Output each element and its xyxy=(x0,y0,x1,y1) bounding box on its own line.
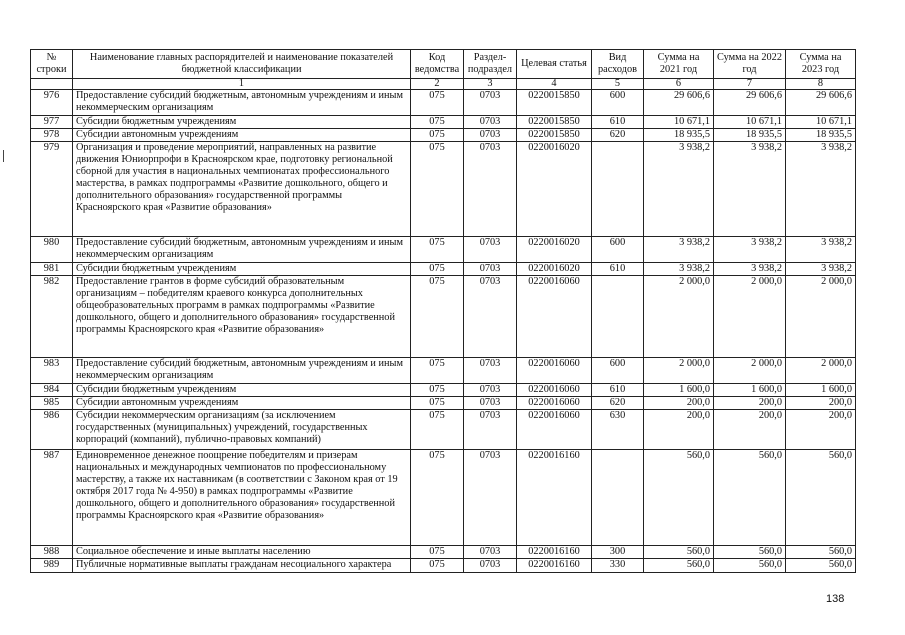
row-target-article: 0220016060 xyxy=(517,358,592,384)
row-expense-type: 600 xyxy=(592,237,644,263)
colnum-7: 7 xyxy=(714,79,786,90)
row-number: 986 xyxy=(31,410,73,450)
row-target-article: 0220016060 xyxy=(517,276,592,358)
table-row xyxy=(31,358,856,384)
colnum-0 xyxy=(31,79,73,90)
row-sum-2023: 560,0 xyxy=(786,450,856,546)
margin-mark xyxy=(3,150,4,162)
row-name: Субсидии бюджетным учреждениям xyxy=(73,384,411,397)
row-target-article: 0220016160 xyxy=(517,450,592,546)
row-section: 0703 xyxy=(464,142,517,237)
row-number: 976 xyxy=(31,90,73,116)
header-row xyxy=(31,50,856,79)
row-sum-2022: 200,0 xyxy=(714,397,786,410)
row-sum-2022: 3 938,2 xyxy=(714,142,786,237)
row-sum-2023: 200,0 xyxy=(786,397,856,410)
row-number: 984 xyxy=(31,384,73,397)
table-row xyxy=(31,410,856,450)
row-expense-type: 610 xyxy=(592,263,644,276)
row-sum-2022: 18 935,5 xyxy=(714,129,786,142)
row-expense-type: 600 xyxy=(592,90,644,116)
header-target-article: Целевая статья xyxy=(517,50,592,79)
row-dept-code: 075 xyxy=(411,142,464,237)
table-row xyxy=(31,263,856,276)
row-section: 0703 xyxy=(464,129,517,142)
row-name: Предоставление грантов в форме субсидий образовательным организациям – победителям краевого конкурса дополнительных общеобразовательных программ в рамках подпрограммы «Развитие дошкольного, общего и дополнительного образования» государственной программы Красноярского края «Развитие образования» xyxy=(73,276,411,358)
row-name: Публичные нормативные выплаты гражданам несоциального характера xyxy=(73,559,411,573)
row-sum-2023: 29 606,6 xyxy=(786,90,856,116)
row-sum-2021: 3 938,2 xyxy=(644,142,714,237)
row-dept-code: 075 xyxy=(411,237,464,263)
row-number: 977 xyxy=(31,116,73,129)
row-expense-type: 620 xyxy=(592,129,644,142)
table-row xyxy=(31,397,856,410)
header-no: № строки xyxy=(31,50,73,79)
row-expense-type xyxy=(592,276,644,358)
row-target-article: 0220016160 xyxy=(517,546,592,559)
row-sum-2021: 560,0 xyxy=(644,546,714,559)
table-row xyxy=(31,237,856,263)
row-number: 983 xyxy=(31,358,73,384)
colnum-6: 6 xyxy=(644,79,714,90)
row-name: Организация и проведение мероприятий, направленных на развитие движения Юниорпрофи в Красноярском крае, подготовку региональной сборной для участия в национальных чемпионатах профессионального мастерства, в рамках подпрограммы «Развитие дошкольного, общего и дополнительного образования» государственной программы Красноярского края «Развитие образования» xyxy=(73,142,411,237)
row-section: 0703 xyxy=(464,397,517,410)
row-section: 0703 xyxy=(464,384,517,397)
row-name: Субсидии бюджетным учреждениям xyxy=(73,263,411,276)
header-section: Раздел-подраздел xyxy=(464,50,517,79)
row-sum-2023: 3 938,2 xyxy=(786,142,856,237)
row-sum-2021: 200,0 xyxy=(644,397,714,410)
row-sum-2023: 3 938,2 xyxy=(786,237,856,263)
row-dept-code: 075 xyxy=(411,358,464,384)
row-section: 0703 xyxy=(464,237,517,263)
row-sum-2022: 2 000,0 xyxy=(714,358,786,384)
row-section: 0703 xyxy=(464,90,517,116)
row-sum-2022: 560,0 xyxy=(714,546,786,559)
row-sum-2022: 200,0 xyxy=(714,410,786,450)
row-sum-2023: 10 671,1 xyxy=(786,116,856,129)
row-dept-code: 075 xyxy=(411,116,464,129)
budget-table xyxy=(30,49,856,573)
column-number-row xyxy=(31,79,856,90)
row-name: Предоставление субсидий бюджетным, автономным учреждениям и иным некоммерческим организациям xyxy=(73,237,411,263)
row-dept-code: 075 xyxy=(411,450,464,546)
row-dept-code: 075 xyxy=(411,129,464,142)
row-sum-2023: 200,0 xyxy=(786,410,856,450)
row-target-article: 0220016060 xyxy=(517,384,592,397)
row-sum-2022: 560,0 xyxy=(714,450,786,546)
row-dept-code: 075 xyxy=(411,397,464,410)
row-section: 0703 xyxy=(464,450,517,546)
row-section: 0703 xyxy=(464,276,517,358)
row-dept-code: 075 xyxy=(411,410,464,450)
row-sum-2023: 2 000,0 xyxy=(786,358,856,384)
row-name: Социальное обеспечение и иные выплаты населению xyxy=(73,546,411,559)
row-number: 985 xyxy=(31,397,73,410)
row-dept-code: 075 xyxy=(411,546,464,559)
row-section: 0703 xyxy=(464,116,517,129)
page-number: 138 xyxy=(826,593,845,605)
row-expense-type: 300 xyxy=(592,546,644,559)
table-row xyxy=(31,384,856,397)
row-section: 0703 xyxy=(464,559,517,573)
row-sum-2021: 3 938,2 xyxy=(644,237,714,263)
row-sum-2021: 2 000,0 xyxy=(644,358,714,384)
row-number: 980 xyxy=(31,237,73,263)
row-dept-code: 075 xyxy=(411,276,464,358)
header-expense-type: Вид расходов xyxy=(592,50,644,79)
table-row xyxy=(31,276,856,358)
row-number: 981 xyxy=(31,263,73,276)
table-row xyxy=(31,546,856,559)
row-sum-2023: 3 938,2 xyxy=(786,263,856,276)
row-sum-2022: 1 600,0 xyxy=(714,384,786,397)
row-sum-2021: 18 935,5 xyxy=(644,129,714,142)
header-sum-2021: Сумма на 2021 год xyxy=(644,50,714,79)
row-target-article: 0220016160 xyxy=(517,559,592,573)
row-name: Субсидии некоммерческим организациям (за исключением государственных (муниципальных) учреждений, государственных корпораций (компаний), публично-правовых компаний) xyxy=(73,410,411,450)
table-body xyxy=(31,90,856,573)
row-sum-2021: 1 600,0 xyxy=(644,384,714,397)
row-section: 0703 xyxy=(464,358,517,384)
row-number: 988 xyxy=(31,546,73,559)
row-sum-2022: 560,0 xyxy=(714,559,786,573)
row-expense-type: 600 xyxy=(592,358,644,384)
table-row xyxy=(31,450,856,546)
row-number: 982 xyxy=(31,276,73,358)
row-sum-2022: 10 671,1 xyxy=(714,116,786,129)
table-row xyxy=(31,559,856,573)
header-sum-2023: Сумма на 2023 год xyxy=(786,50,856,79)
row-target-article: 0220015850 xyxy=(517,90,592,116)
row-name: Субсидии автономным учреждениям xyxy=(73,129,411,142)
row-dept-code: 075 xyxy=(411,384,464,397)
table-row xyxy=(31,142,856,237)
row-target-article: 0220016060 xyxy=(517,410,592,450)
row-target-article: 0220016020 xyxy=(517,237,592,263)
row-sum-2022: 3 938,2 xyxy=(714,237,786,263)
header-name: Наименование главных распорядителей и наименование показателей бюджетной классификации xyxy=(73,50,411,79)
row-name: Субсидии автономным учреждениям xyxy=(73,397,411,410)
row-section: 0703 xyxy=(464,546,517,559)
row-dept-code: 075 xyxy=(411,90,464,116)
row-sum-2022: 29 606,6 xyxy=(714,90,786,116)
row-name: Предоставление субсидий бюджетным, автономным учреждениям и иным некоммерческим организациям xyxy=(73,90,411,116)
row-name: Предоставление субсидий бюджетным, автономным учреждениям и иным некоммерческим организациям xyxy=(73,358,411,384)
row-name: Субсидии бюджетным учреждениям xyxy=(73,116,411,129)
row-section: 0703 xyxy=(464,263,517,276)
row-target-article: 0220016020 xyxy=(517,263,592,276)
row-expense-type: 610 xyxy=(592,116,644,129)
row-target-article: 0220016020 xyxy=(517,142,592,237)
row-dept-code: 075 xyxy=(411,263,464,276)
row-sum-2023: 560,0 xyxy=(786,559,856,573)
table-row xyxy=(31,90,856,116)
row-target-article: 0220016060 xyxy=(517,397,592,410)
row-sum-2021: 29 606,6 xyxy=(644,90,714,116)
row-sum-2023: 1 600,0 xyxy=(786,384,856,397)
table-row xyxy=(31,129,856,142)
row-expense-type: 620 xyxy=(592,397,644,410)
row-name: Единовременное денежное поощрение победителям и призерам национальных и международных чемпионатов по профессиональному мастерству, а также их наставникам (в соответствии с Законом края от 19 октября 2017 года № 4-950) в рамках подпрограммы «Развитие дошкольного, общего и дополнительного образования» государственной программы Красноярского края «Развитие образования» xyxy=(73,450,411,546)
colnum-3: 3 xyxy=(464,79,517,90)
colnum-2: 2 xyxy=(411,79,464,90)
row-sum-2023: 2 000,0 xyxy=(786,276,856,358)
row-expense-type: 610 xyxy=(592,384,644,397)
header-dept-code: Код ведомства xyxy=(411,50,464,79)
row-expense-type xyxy=(592,450,644,546)
colnum-8: 8 xyxy=(786,79,856,90)
row-sum-2022: 3 938,2 xyxy=(714,263,786,276)
header-sum-2022: Сумма на 2022 год xyxy=(714,50,786,79)
row-number: 978 xyxy=(31,129,73,142)
row-sum-2021: 2 000,0 xyxy=(644,276,714,358)
colnum-5: 5 xyxy=(592,79,644,90)
row-sum-2023: 560,0 xyxy=(786,546,856,559)
colnum-1: 1 xyxy=(73,79,411,90)
row-expense-type: 630 xyxy=(592,410,644,450)
row-target-article: 0220015850 xyxy=(517,129,592,142)
row-expense-type xyxy=(592,142,644,237)
colnum-4: 4 xyxy=(517,79,592,90)
row-sum-2021: 560,0 xyxy=(644,559,714,573)
row-section: 0703 xyxy=(464,410,517,450)
row-sum-2021: 10 671,1 xyxy=(644,116,714,129)
row-dept-code: 075 xyxy=(411,559,464,573)
row-sum-2023: 18 935,5 xyxy=(786,129,856,142)
row-number: 989 xyxy=(31,559,73,573)
row-number: 979 xyxy=(31,142,73,237)
row-sum-2021: 560,0 xyxy=(644,450,714,546)
row-sum-2022: 2 000,0 xyxy=(714,276,786,358)
row-sum-2021: 200,0 xyxy=(644,410,714,450)
table-row xyxy=(31,116,856,129)
row-sum-2021: 3 938,2 xyxy=(644,263,714,276)
row-target-article: 0220015850 xyxy=(517,116,592,129)
row-number: 987 xyxy=(31,450,73,546)
row-expense-type: 330 xyxy=(592,559,644,573)
